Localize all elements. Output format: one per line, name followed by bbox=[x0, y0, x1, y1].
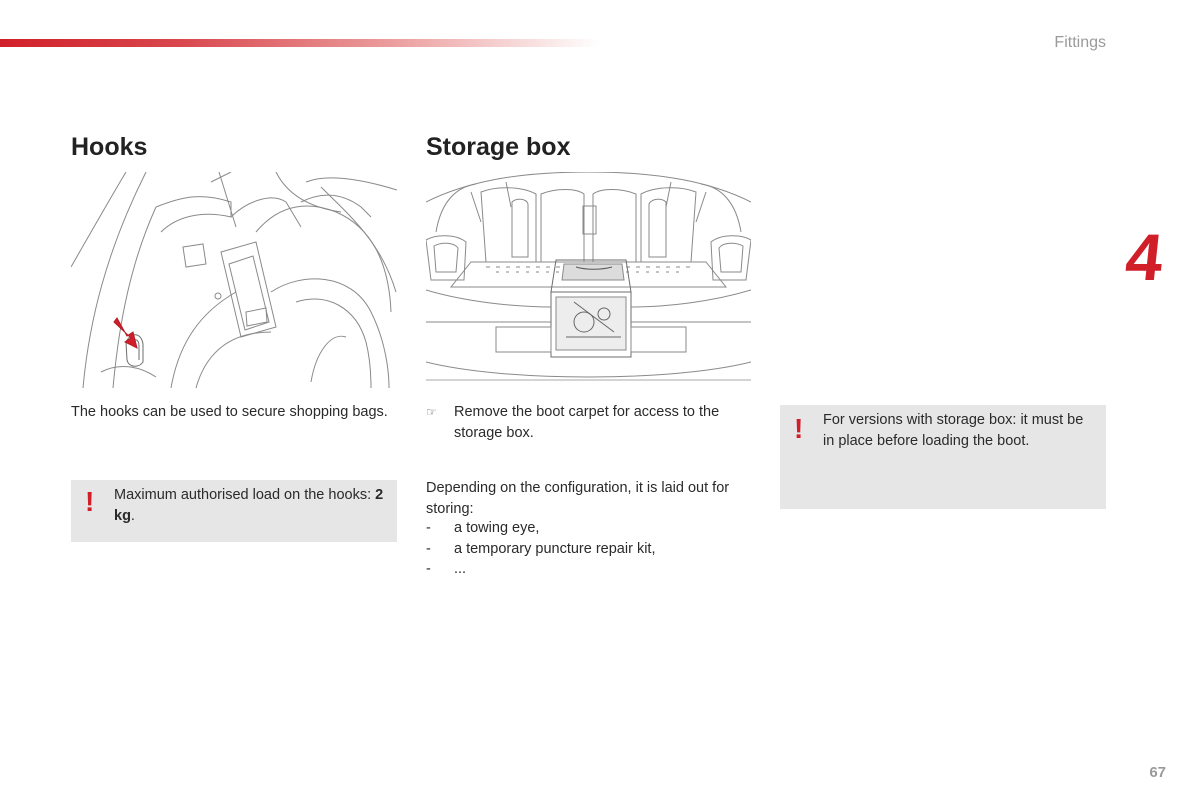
exclamation-icon: ! bbox=[85, 486, 95, 517]
list-item bbox=[426, 518, 756, 539]
warning-load-value: 2 kg bbox=[114, 487, 384, 524]
list-item bbox=[426, 539, 756, 560]
warning-text-prefix: Maximum authorised load on the hooks: bbox=[114, 487, 376, 503]
header-accent-bar bbox=[0, 39, 600, 47]
list-dash: - bbox=[426, 561, 431, 577]
list-dash: - bbox=[426, 520, 431, 536]
hooks-description: The hooks can be used to secure shopping bags. bbox=[71, 404, 388, 420]
list-dash: - bbox=[426, 540, 431, 557]
storage-box-title: Storage box bbox=[426, 133, 571, 161]
boot-storage-box-illustration bbox=[426, 172, 751, 384]
storage-box-warning-text: For versions with storage box: it must be in place before loading the boot. bbox=[823, 412, 1084, 449]
configuration-text: Depending on the configuration, it is laid out for storing: bbox=[426, 480, 730, 517]
page-number: 67 bbox=[1149, 764, 1166, 781]
hooks-warning-text bbox=[114, 485, 384, 526]
remove-carpet-instruction bbox=[426, 402, 756, 444]
boot-hook-illustration bbox=[71, 172, 397, 388]
section-name: Fittings bbox=[1054, 34, 1106, 51]
exclamation-icon: ! bbox=[794, 413, 804, 444]
storage-items-list bbox=[426, 518, 756, 580]
hooks-title: Hooks bbox=[71, 133, 148, 161]
list-item-text: a towing eye, bbox=[454, 520, 540, 536]
chapter-number: 4 bbox=[1122, 220, 1167, 294]
warning-text-suffix: . bbox=[130, 507, 135, 524]
pointing-hand-icon: ☞ bbox=[426, 405, 437, 419]
hooks-warning-box bbox=[71, 480, 397, 542]
list-item bbox=[426, 559, 756, 580]
list-item-text: ... bbox=[454, 561, 467, 577]
list-item-text: a temporary puncture repair kit, bbox=[454, 540, 656, 557]
storage-box-warning-box bbox=[780, 405, 1106, 509]
remove-carpet-text: Remove the boot carpet for access to the storage box. bbox=[454, 404, 720, 441]
